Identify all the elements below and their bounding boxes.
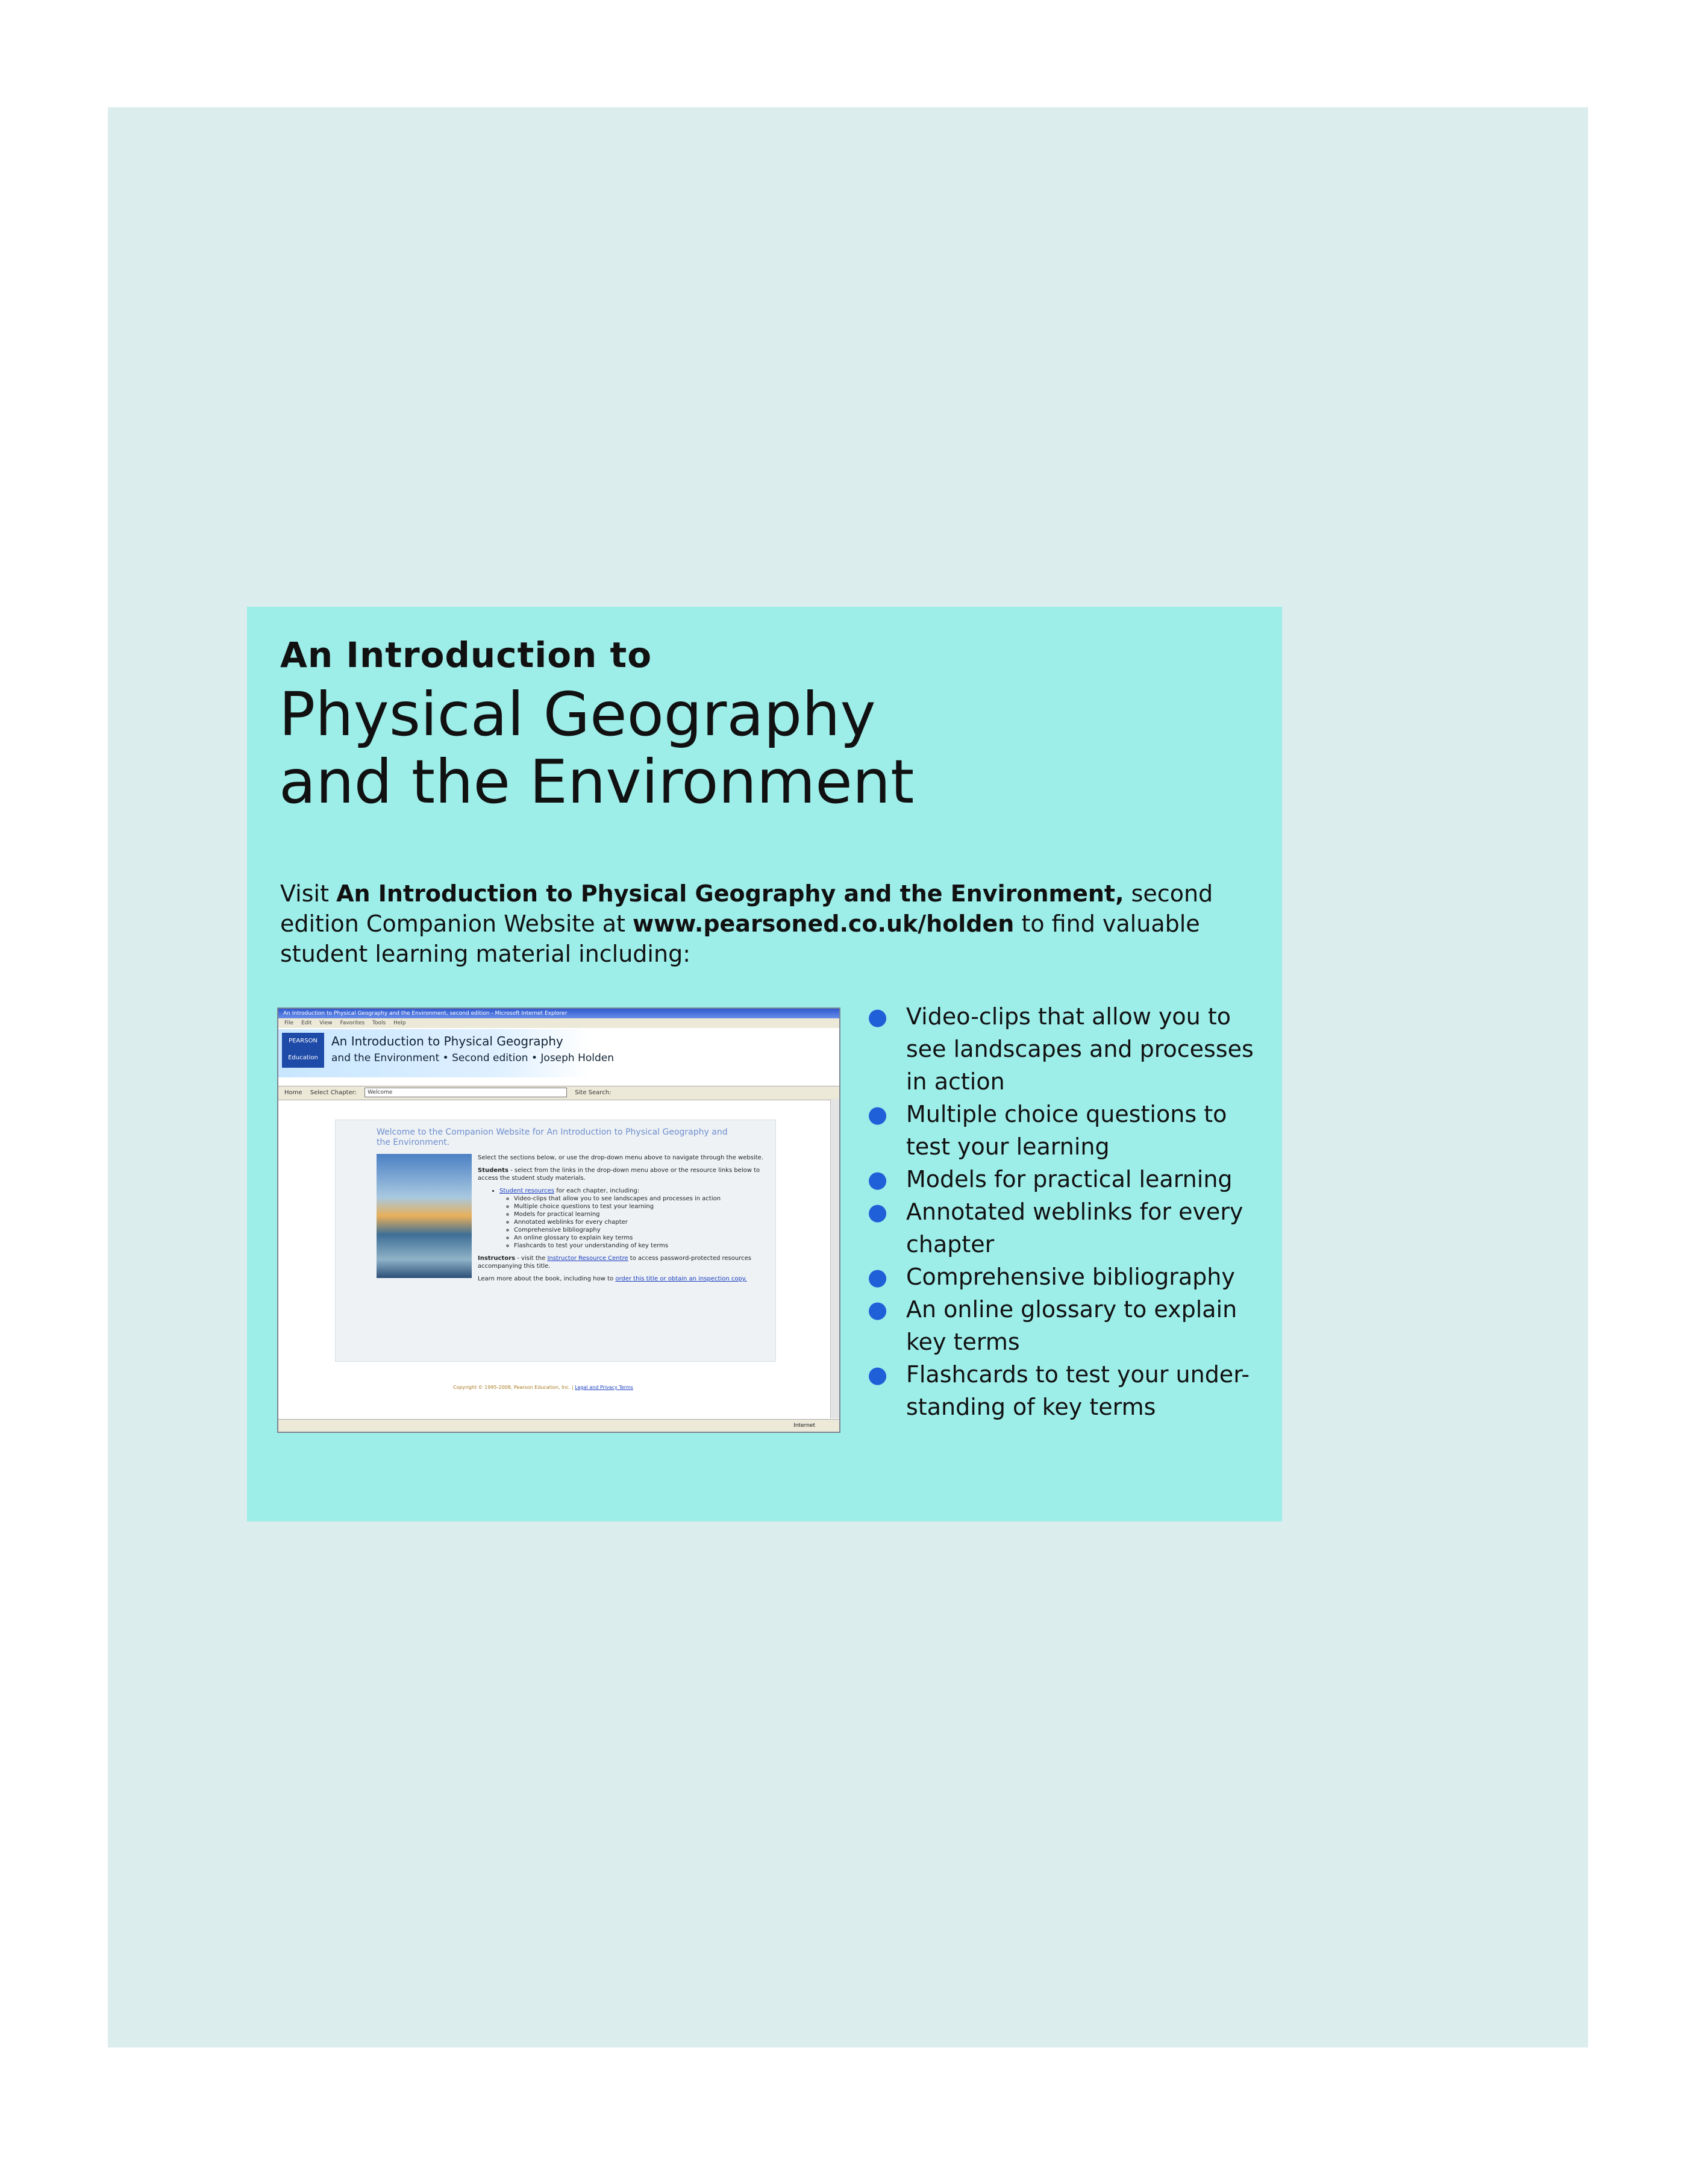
bullet-icon: ●	[868, 1166, 888, 1192]
welcome-heading: Welcome to the Companion Website for An Introduction to Physical Geography and the Environment.	[377, 1127, 728, 1147]
list-item	[863, 1261, 1272, 1293]
list-item: ◦ Annotated weblinks for every chapter	[514, 1218, 767, 1226]
feature-text: Comprehensive bibliography	[906, 1264, 1235, 1290]
list-item: ◦ Comprehensive bibliography	[514, 1226, 767, 1234]
website-screenshot	[277, 1007, 840, 1433]
intro-rest: to find valuable student learning material including:	[280, 910, 1200, 967]
legal-link[interactable]: Legal and Privacy Terms	[575, 1385, 633, 1390]
copyright-text: Copyright © 1995-2008, Pearson Education, Inc. |	[453, 1385, 575, 1390]
list-item: ◦ Multiple choice questions to test your learning	[514, 1203, 767, 1211]
bullet-icon: ●	[868, 1003, 888, 1030]
welcome-body	[478, 1154, 767, 1288]
learn-more-paragraph	[478, 1275, 767, 1283]
logo-line-2: Education	[288, 1054, 318, 1061]
students-label: Students	[478, 1167, 508, 1174]
banner-title: An Introduction to Physical Geography	[331, 1034, 563, 1048]
feature-text: Flashcards to test your under-standing of key terms	[906, 1361, 1250, 1420]
bullet-icon: ●	[868, 1264, 888, 1290]
menu-favorites[interactable]: Favorites	[340, 1020, 365, 1026]
select-chapter-label: Select Chapter:	[310, 1089, 357, 1096]
feature-text: Annotated weblinks for every chapter	[906, 1198, 1243, 1258]
vertical-scrollbar[interactable]	[830, 1099, 839, 1418]
instructors-paragraph	[478, 1255, 767, 1270]
menu-tools[interactable]: Tools	[372, 1020, 386, 1026]
intro-url[interactable]: www.pearsoned.co.uk/holden	[633, 910, 1015, 937]
site-search-label: Site Search:	[575, 1089, 612, 1096]
list-item	[863, 1098, 1272, 1163]
intro-paragraph	[280, 879, 1256, 969]
banner-subtitle: and the Environment • Second edition • Joseph Holden	[331, 1052, 615, 1064]
intro-book-title: An Introduction to Physical Geography and the Environment,	[336, 880, 1124, 907]
order-link[interactable]: order this title or obtain an inspection copy.	[615, 1276, 747, 1282]
list-item	[863, 1000, 1272, 1098]
feature-list	[863, 1000, 1272, 1423]
window-titlebar: An Introduction to Physical Geography and the Environment, second edition - Microsoft Internet Explorer	[278, 1009, 839, 1018]
bullet-icon: ●	[868, 1296, 888, 1323]
logo-line-1: PEARSON	[289, 1038, 318, 1044]
feature-text: Multiple choice questions to test your learning	[906, 1101, 1227, 1160]
students-text: - select from the links in the drop-down menu above or the resource links below to access the student study materials.	[478, 1167, 760, 1182]
feature-text: An online glossary to explain key terms	[906, 1296, 1237, 1355]
list-item: ◦ Models for practical learning	[514, 1211, 767, 1218]
resource-list	[478, 1187, 767, 1250]
menu-help[interactable]: Help	[393, 1020, 406, 1026]
menu-edit[interactable]: Edit	[301, 1020, 312, 1026]
list-item	[499, 1187, 767, 1250]
status-bar	[278, 1419, 839, 1432]
learn-more-text: Learn more about the book, including how to	[478, 1276, 616, 1282]
pearson-logo	[282, 1033, 324, 1068]
list-item	[863, 1293, 1272, 1358]
copyright-footer	[453, 1385, 633, 1390]
intro-edition: second edition Companion Website at	[280, 880, 1213, 937]
menu-view[interactable]: View	[319, 1020, 333, 1026]
instructions-text: Select the sections below, or use the drop-down menu above to navigate through the website.	[478, 1154, 763, 1161]
list-item	[863, 1358, 1272, 1423]
chapter-select[interactable]: Welcome	[364, 1088, 567, 1097]
instructors-text-1: - visit the	[515, 1255, 548, 1262]
title-line-2: and the Environment	[279, 747, 915, 817]
list-item	[863, 1195, 1272, 1261]
intro-visit: Visit	[280, 880, 337, 907]
home-button[interactable]: Home	[284, 1089, 302, 1096]
list-item: ◦ An online glossary to explain key terms	[514, 1234, 767, 1242]
menu-file[interactable]: File	[284, 1020, 294, 1026]
student-resources-link[interactable]: Student resources	[499, 1188, 555, 1194]
instructors-text-2: to access password-protected resources accompanying this title.	[478, 1255, 751, 1270]
status-zone: Internet	[793, 1423, 815, 1429]
book-title	[279, 681, 1183, 816]
book-cover-image	[377, 1154, 472, 1278]
feature-text: Video-clips that allow you to see landscapes and processes in action	[906, 1003, 1254, 1095]
list-item: ◦ Video-clips that allow you to see landscapes and processes in action	[514, 1195, 767, 1203]
bullet-icon: ●	[868, 1101, 888, 1127]
instructor-centre-link[interactable]: Instructor Resource Centre	[547, 1255, 628, 1262]
site-toolbar	[278, 1086, 839, 1100]
feature-text: Models for practical learning	[906, 1166, 1233, 1192]
instructors-label: Instructors	[478, 1255, 516, 1262]
book-kicker: An Introduction to	[280, 634, 652, 675]
list-item: ◦ Flashcards to test your understanding of key terms	[514, 1242, 767, 1250]
browser-menubar	[278, 1018, 839, 1028]
bullet-icon: ●	[868, 1361, 888, 1388]
student-resources-text: for each chapter, including:	[554, 1188, 640, 1194]
bullet-icon: ●	[868, 1198, 888, 1225]
sub-resource-list	[499, 1195, 767, 1250]
list-item	[863, 1163, 1272, 1195]
students-paragraph	[478, 1167, 767, 1182]
title-line-1: Physical Geography	[279, 679, 876, 750]
welcome-content	[335, 1120, 776, 1362]
